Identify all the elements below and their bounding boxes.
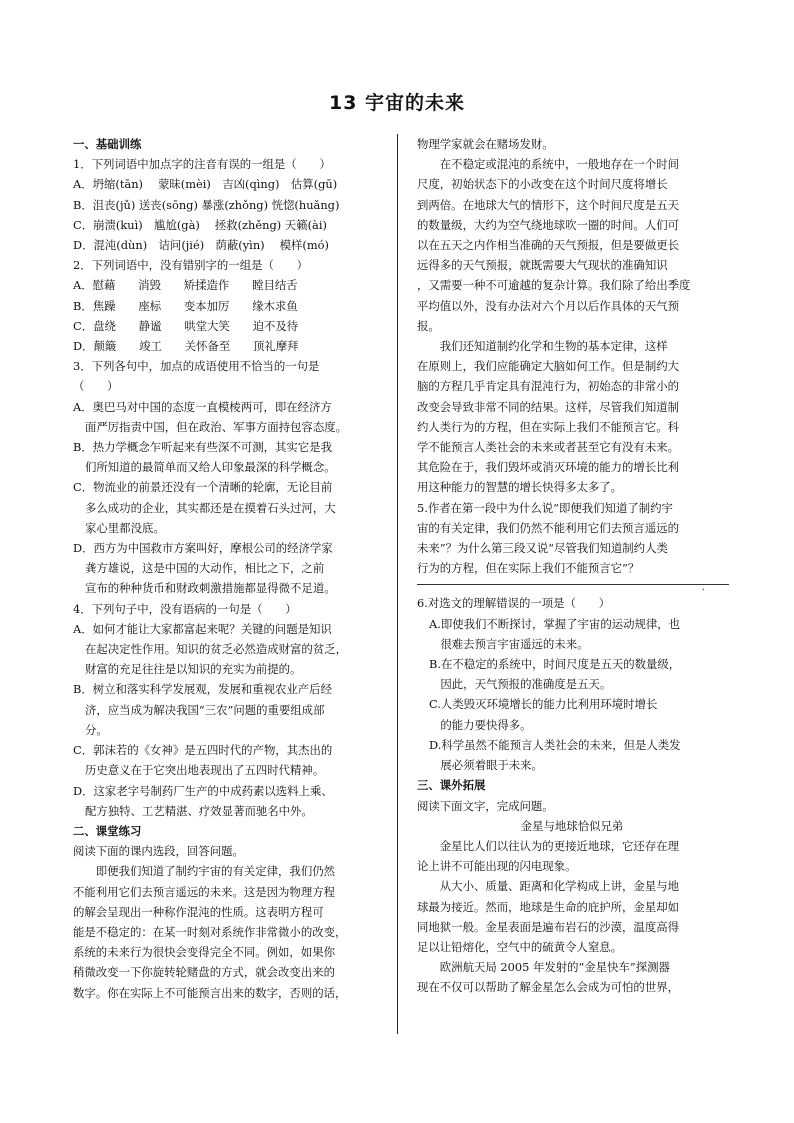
text-line: （ ）	[73, 379, 119, 394]
text-line: A.即使我们不断探讨，掌握了宇宙的运动规律，也	[429, 616, 681, 631]
separator-dot: •	[701, 587, 705, 595]
text-line: D．西方为中国救市方案叫好，摩根公司的经济学家	[73, 541, 333, 556]
text-line: 从大小、质量、距离和化学构成上讲，金星与地	[417, 879, 679, 894]
text-line: B．沮丧(jǔ) 送丧(sōng) 暴涨(zhǒng) 恍惚(huǎng)	[73, 197, 340, 212]
text-line: 约人类行为的方程，但在实际上我们不能预言它。科	[417, 419, 679, 434]
text-line: 多么成功的企业，其实都还是在摸着石头过河，大	[85, 500, 336, 515]
text-line: 2．下列词语中，没有错别字的一组是（ ）	[73, 258, 309, 273]
section-heading: 三、课外拓展	[417, 778, 486, 793]
column-divider	[397, 134, 398, 1034]
text-line: 脑的方程几乎肯定具有混沌行为，初始态的非常小的	[417, 379, 679, 394]
text-line: 报。	[417, 318, 440, 333]
text-line: 改变会导致非常不同的结果。这样，尽管我们知道制	[417, 399, 679, 414]
text-line: 宣布的种种货币和财政刺激措施都显得微不足道。	[85, 581, 336, 596]
text-line: 的解会呈现出一种称作混沌的性质。这表明方程可	[73, 904, 324, 919]
text-line: C.人类毁灭环境增长的能力比利用环境时增长	[429, 697, 658, 712]
text-line: A．坍缩(tān) 蒙昧(mèi) 吉凶(qìng) 估算(gū)	[73, 177, 338, 192]
text-line: A．慰藉 消毁 矫揉造作 瞠目结舌	[73, 278, 298, 293]
text-line: B．焦躁 座标 变本加厉 缘木求鱼	[73, 298, 298, 313]
text-line: 足以让铅熔化，空气中的硫黄令人窒息。	[417, 939, 623, 954]
text-line: 很难去预言宇宙遥远的未来。	[429, 636, 589, 651]
text-line: 在不稳定或混沌的系统中，一般地存在一个时间	[417, 157, 679, 172]
text-line: 宙的有关定律，我们仍然不能利用它们去预言遥远的	[417, 520, 679, 535]
text-line: 学不能预言人类社会的未来或者甚至它有没有未来。	[417, 440, 679, 455]
text-line: 3．下列各句中，加点的成语使用不恰当的一句是	[73, 359, 320, 374]
text-line: 能是不稳定的：在某一时刻对系统作非常微小的改变，	[73, 924, 347, 939]
text-line: 6.对选文的理解错误的一项是（ ）	[417, 596, 611, 611]
text-line: 5.作者在第一段中为什么说“即便我们知道了制约宇	[417, 500, 673, 515]
text-line: D．颠簸 竣工 关怀备至 顶礼摩拜	[73, 339, 299, 354]
text-line: 稍微改变一下你旋转轮赌盘的方式，就会改变出来的	[73, 965, 335, 980]
text-line: 们所知道的最简单而又给人印象最深的科学概念。	[85, 460, 336, 475]
text-line: 行为的方程，但在实际上我们不能预言它”？	[417, 561, 640, 576]
text-line: 未来”？为什么第三段又说“尽管我们知道制约人类	[417, 541, 668, 556]
text-line: ，又需要一种不可逾越的复杂计算。我们除了给出季度	[417, 278, 691, 293]
text-line: 龚方雄说，这是中国的大动作，相比之下，之前	[85, 561, 325, 576]
text-line: 我们还知道制约化学和生物的基本定律，这样	[417, 339, 668, 354]
text-line: B.在不稳定的系统中，时间尺度是五天的数量级，	[429, 657, 681, 672]
text-line: D．混沌(dùn) 诘问(jié) 荫蔽(yìn) 模样(mó)	[73, 238, 329, 253]
right-column-bottom	[417, 593, 727, 997]
text-line: 1．下列词语中加点字的注音有误的一组是（ ）	[73, 157, 331, 172]
text-line: 4．下列句子中，没有语病的一句是（ ）	[73, 601, 297, 616]
text-line: 物理学家就会在赌场发财。	[417, 137, 554, 151]
text-line: 不能利用它们去预言遥远的未来。这是因为物理方程	[73, 884, 335, 899]
section-separator	[417, 584, 729, 595]
text-line: 阅读下面文字，完成问题。	[417, 798, 554, 813]
text-line: C．崩溃(kuì) 尴尬(gà) 拯救(zhěng) 天籁(ài)	[73, 217, 327, 232]
left-column	[73, 134, 385, 1003]
text-line: 以在五天之内作相当准确的天气预报，但是要做更长	[417, 238, 679, 253]
text-line: A．奥巴马对中国的态度一直模棱两可，即在经济方	[73, 399, 332, 414]
text-line: 在原则上，我们应能确定大脑如何工作。但是制约大	[417, 359, 679, 374]
text-line: 因此，天气预报的准确度是五天。	[429, 677, 612, 692]
text-line: 其危险在于，我们毁坏或消灭环境的能力的增长比利	[417, 460, 679, 475]
text-line: 欧洲航天局 2005 年发射的“金星快车”探测器	[417, 960, 670, 975]
right-column	[417, 134, 727, 998]
text-line: 配方独特、工艺精湛、疗效显著而驰名中外。	[85, 803, 313, 818]
text-line: C．物流业的前景还没有一个清晰的轮廓，无论目前	[73, 480, 333, 495]
text-line: C．盘绕 静谧 哄堂大笑 迫不及待	[73, 318, 299, 333]
text-line: 金星与地球恰似兄弟	[520, 818, 624, 833]
text-line: B．热力学概念乍听起来有些深不可测，其实它是我	[73, 440, 332, 455]
right-column-top	[417, 134, 727, 578]
text-line: 阅读下面的课内选段，回答问题。	[73, 844, 244, 859]
text-line: 用这种能力的智慧的增长快得多太多了。	[417, 480, 623, 495]
text-line: A．如何才能让大家都富起来呢？关键的问题是知识	[73, 621, 332, 636]
text-line: 远得多的天气预报，就既需要大气现状的准确知识	[417, 258, 668, 273]
text-line: 论上讲不可能出现的闪电现象。	[417, 859, 577, 874]
text-line: B．树立和落实科学发展观，发展和重视农业产后经	[73, 682, 332, 697]
text-line: 到两倍。在地球大气的情形下，这个时间尺度是五天	[417, 197, 679, 212]
text-line: 历史意义在于它突出地表现出了五四时代精神。	[85, 763, 325, 778]
text-line: 平均值以外，没有办法对六个月以后作具体的天气预	[417, 298, 679, 313]
text-line: 的数量级，大约为空气绕地球吹一圈的时间。人们可	[417, 217, 679, 232]
text-line: 球最为接近。然而，地球是生命的庇护所，金星却如	[417, 899, 679, 914]
text-line: C．郭沫若的《女神》是五四时代的产物，其杰出的	[73, 743, 333, 758]
section-heading: 一、基础训练	[73, 137, 142, 151]
text-line: 尺度，初始状态下的小改变在这个时间尺度将增长	[417, 177, 668, 192]
text-line: 系统的未来行为很快会变得完全不同。例如，如果你	[73, 945, 335, 960]
text-line: 金星比人们以往认为的更接近地球，它还存在理	[417, 838, 679, 853]
text-line: 面严厉指责中国，但在政治、军事方面持包容态度。	[85, 419, 347, 434]
text-line: D.科学虽然不能预言人类社会的未来，但是人类发	[429, 737, 681, 752]
text-line: 同地狱一般。金星表面是遍布岩石的沙漠，温度高得	[417, 919, 679, 934]
text-line: 数字。你在实际上不可能预言出来的数字，否则的话，	[73, 985, 347, 1000]
text-line: 展必须着眼于未来。	[429, 758, 543, 773]
text-line: 家心里都没底。	[85, 520, 165, 535]
text-line: 在起决定性作用。知识的贫乏必然造成财富的贫乏，	[85, 642, 347, 657]
page-title: 13 宇宙的未来	[328, 92, 466, 114]
text-line: 的能力要快得多。	[429, 717, 532, 732]
text-line: 济，应当成为解决我国“三农”问题的重要组成部	[85, 702, 325, 717]
text-line: 即便我们知道了制约宇宙的有关定律，我们仍然	[73, 864, 335, 879]
text-line: D．这家老字号制药厂生产的中成药素以选料上乘、	[73, 783, 333, 798]
text-line: 分。	[85, 722, 108, 737]
text-line: 现在不仅可以帮助了解金星怎么会成为可怕的世界，	[417, 980, 679, 995]
section-heading: 二、课堂练习	[73, 823, 142, 838]
text-line: 财富的充足往往是以知识的充实为前提的。	[85, 662, 302, 677]
